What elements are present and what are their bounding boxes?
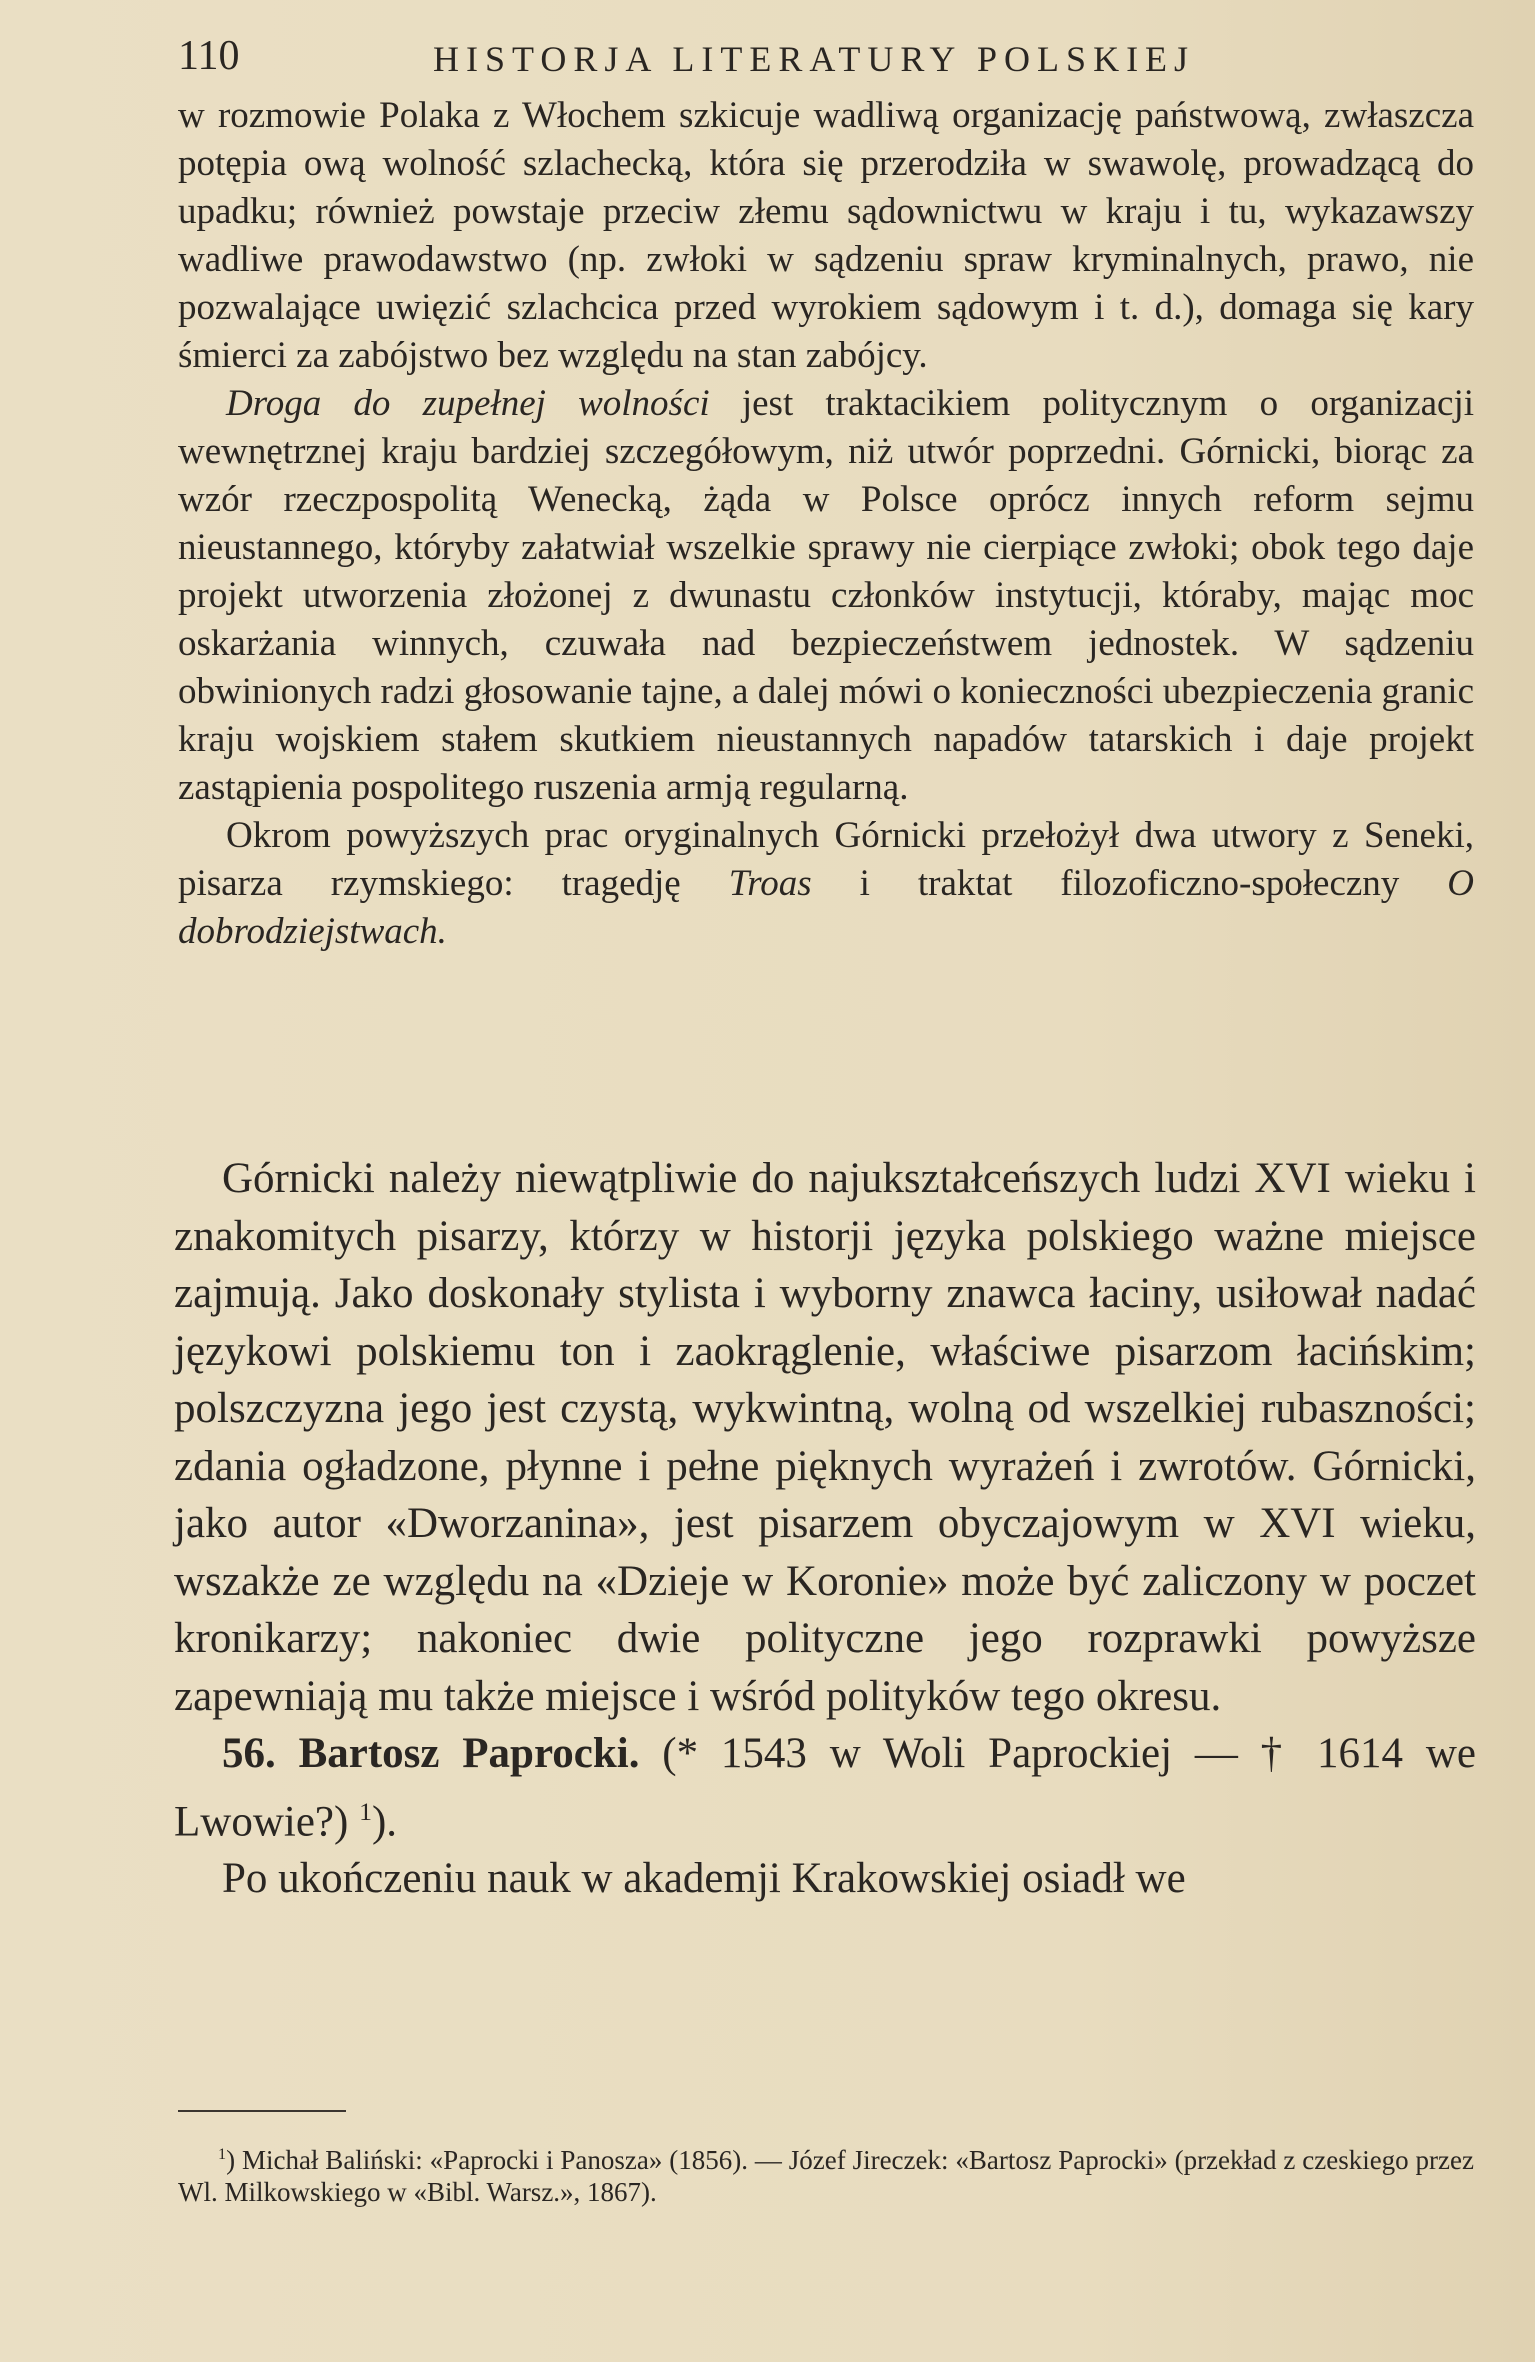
work-title-dobrodziejstwa: O dobrodziejstwach. [178, 863, 1474, 952]
section-details-end: ). [371, 1797, 398, 1845]
footnote-reference: 1 [359, 1796, 372, 1826]
translations-text-a: Okrom powyższych prac oryginalnych Górnicki przełożył dwa utwory z Seneki, pisarza rzymskiego: tragedję [178, 815, 1474, 904]
paragraph-droga-text: jest traktacikiem politycznym o organizacji wewnętrznej kraju bardziej szczegółowym, niż utwór poprzedni. Górnicki, biorąc za wzór rzeczpospolitą Wenecką, żąda w Polsce oprócz innych reform sejmu nieustannego, któryby załatwiał wszelkie sprawy nie cierpiące zwłoki; obok tego daje projekt utworzenia złożonej z dwunastu członków instytucji, któraby, mając moc oskarżania winnych, czuwała nad bezpieczeństwem jednostek. W sądzeniu obwinionych radzi głosowanie tajne, a dalej mówi o konieczności ubezpieczenia granic kraju wojskiem stałem skutkiem nieustannych napadów tatarskich i daje projekt zastąpienia pospolitego ruszenia armją regularną. [178, 383, 1475, 808]
section-heading [174, 1725, 1476, 1850]
footnote-marker: 1 [218, 2145, 227, 2163]
page-number: 110 [178, 33, 240, 79]
paragraph-summary: Górnicki należy niewątpliwie do najukształceńszych ludzi XVI wieku i znakomitych pisarzy, którzy w historji języka polskiego ważne miejsce zajmują. Jako doskonały stylista i wyborny znawca łaciny, usiłował nadać językowi polskiemu ton i zaokrąglenie, właściwe pisarzom łacińskim; polszczyzna jego jest czystą, wykwintną, wolną od wszelkiej rubaszności; zdania ogładzone, płynne i pełne pięknych wyrażeń i zwrotów. Górnicki, jako autor «Dworzanina», jest pisarzem obyczajowym w XVI wieku, wszakże ze względu na «Dzieje w Koronie» może być zaliczony w poczet kronikarzy; nakoniec dwie polityczne jego rozprawki powyższe zapewniają mu także miejsce i wśród polityków tego okresu. [174, 1155, 1476, 1720]
paragraph-paprocki: Po ukończeniu nauk w akademji Krakowskiej osiadł we [222, 1855, 1186, 1903]
paragraph-continuation: w rozmowie Polaka z Włochem szkicuje wadliwą organizację państwową, zwłaszcza potępia ową wolność szlachecką, która się przerodziła w swawolę, prowadzącą do upadku; również powstaje przeciw złemu sądownictwu w kraju i tu, wykazawszy wadliwe prawodawstwo (np. zwłoki w sądzeniu spraw kryminalnych, prawo, nie pozwalające uwięzić szlachcica przed wyrokiem sądowym i t. d.), domaga się kary śmierci za zabójstwo bez względu na stan zabójcy. [178, 95, 1474, 376]
section-name: Bartosz Paprocki. [298, 1730, 640, 1777]
footnote [178, 2138, 1474, 2208]
body-text-small [178, 92, 1474, 956]
paragraph-translations [178, 812, 1474, 956]
section-details: (* 1543 w Woli Paprockiej — † 1614 we Lwowie?) [174, 1730, 1476, 1845]
work-title-droga: Droga do zupełnej wolności [226, 383, 710, 424]
running-title: HISTORJA LITERATURY POLSKIEJ [433, 39, 1196, 79]
section-number: 56. [222, 1730, 276, 1777]
paragraph-droga [178, 380, 1474, 812]
footnote-text: ) Michał Baliński: «Paprocki i Panosza» (1856). — Józef Jireczek: «Bartosz Paprocki» (przekład z czeskiego przez Wl. Milkowskiego w «Bibl. Warsz.», 1867). [178, 2145, 1474, 2207]
translations-text-b: i traktat filozoficzno-społeczny [811, 863, 1448, 904]
body-text-large [174, 1150, 1476, 1908]
work-title-troas: Troas [728, 863, 812, 904]
page-header [178, 28, 1478, 98]
footnote-divider [178, 2110, 346, 2112]
